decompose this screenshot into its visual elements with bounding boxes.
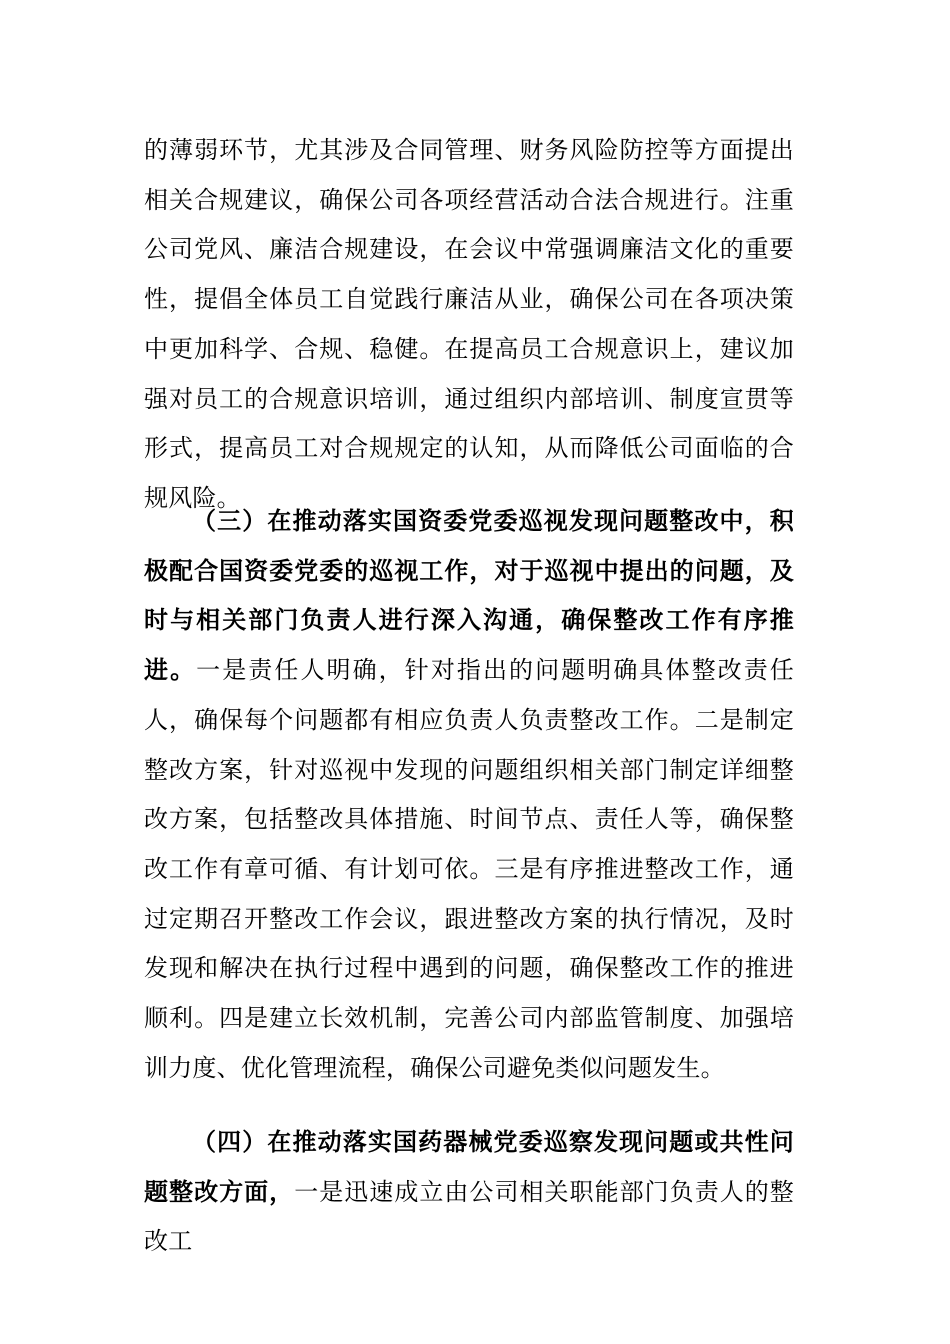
paragraph-section-three xyxy=(144,497,794,1093)
section-three-heading: （三）在推动落实国资委党委巡视发现问题整改中，积极配合国资委党委的巡视工作，对于巡视中提出的问题，及时与相关部门负责人进行深入沟通，确保整改工作有序推进。 xyxy=(144,507,794,685)
paragraph-text: 的薄弱环节，尤其涉及合同管理、财务风险防控等方面提出相关合规建议，确保公司各项经营活动合法合规进行。注重公司党风、廉洁合规建设，在会议中常强调廉洁文化的重要性，提倡全体员工自觉践行廉洁从业，确保公司在各项决策中更加科学、合规、稳健。在提高员工合规意识上，建议加强对员工的合规意识培训，通过组织内部培训、制度宣贯等形式，提高员工对合规规定的认知，从而降低公司面临的合规风险。 xyxy=(144,136,794,512)
section-four-heading: （四）在推动落实国药器械党委巡察发现问题或共性问题整改方面， xyxy=(144,1128,794,1206)
section-four-body: 一是迅速成立由公司相关职能部门负责人的整改工 xyxy=(144,1177,795,1256)
paragraph-continuation xyxy=(144,126,794,524)
section-three-body: 一是责任人明确，针对指出的问题明确具体整改责任人，确保每个问题都有相应负责人负责整改工作。二是制定整改方案，针对巡视中发现的问题组织相关部门制定详细整改方案，包括整改具体措施、时间节点、责任人等，确保整改工作有章可循、有计划可依。三是有序推进整改工作，通过定期召开整改工作会议，跟进整改方案的执行情况，及时发现和解决在执行过程中遇到的问题，确保整改工作的推进顺利。四是建立长效机制，完善公司内部监管制度、加强培训力度、优化管理流程，确保公司避免类似问题发生。 xyxy=(144,656,794,1082)
paragraph-section-four xyxy=(144,1118,794,1267)
